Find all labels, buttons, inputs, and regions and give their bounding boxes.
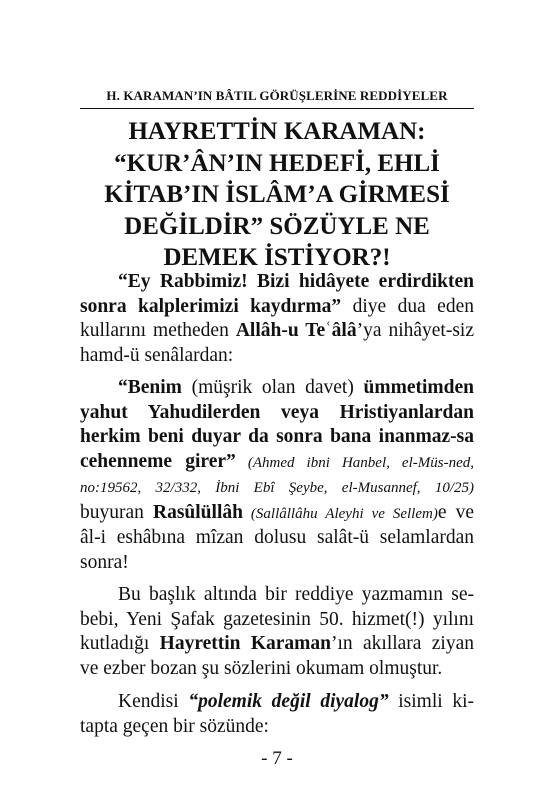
paragraph-text: ’ya nihâyet-siz hamd-ü senâlardan: xyxy=(80,320,474,366)
paragraph-text: Bu başlık altında bir reddiye yazmamın se-bebi, Yeni Şafak gazetesinin 50. hizmet(!) yılını kutladığı xyxy=(80,584,474,654)
paragraph-text: Kendisi xyxy=(118,691,189,712)
title-line-2: “KUR’ÂN’IN HEDEFİ, EHLİ xyxy=(114,149,440,177)
paragraph-2 xyxy=(80,376,474,575)
divine-name: Allâh-u Teʿâlâ xyxy=(235,320,357,341)
paragraph-text: ’ın akıllara ziyan ve ezber bozan şu sözlerini okumam olmuştur. xyxy=(80,633,474,679)
page-number: - 7 - xyxy=(261,748,293,769)
paragraph-text: buyuran xyxy=(80,501,153,523)
title-line-4: DEĞİLDİR” SÖZÜYLE NE xyxy=(124,212,430,240)
paragraph-3 xyxy=(80,583,474,681)
hadith-quote: ümmetimden yahut Yahudilerden veya Hristiyanlardan herkim beni duyar da sonra bana inanmaz-sa cehenneme girer” xyxy=(80,377,474,472)
paragraph-text: e ve âl-i eshâbına mîzan dolusu salât-ü selamlardan sonra! xyxy=(80,501,474,573)
paragraph-text: isimli ki-tapta geçen bir sözünde: xyxy=(80,691,475,737)
prophet-name: Rasûlüllâh xyxy=(153,501,243,523)
header-rule xyxy=(80,108,474,109)
title-line-3: KİTAB’IN İSLÂM’A GİRMESİ xyxy=(104,181,450,208)
paragraph-text: diye dua eden kullarını metheden xyxy=(80,295,474,341)
salawat: (Sallâllâhu Aleyhi ve Sellem) xyxy=(242,505,438,522)
paragraph-1 xyxy=(80,270,474,368)
body-text xyxy=(80,270,474,748)
paragraph-4 xyxy=(80,690,474,739)
dua-quote: “Ey Rabbimiz! Bizi hidâyete erdirdikten sonra kalplerimizi kaydırma” xyxy=(80,271,474,317)
title-line-1: HAYRETTİN KARAMAN: xyxy=(128,118,426,145)
hadith-citation: (Ahmed ibni Hanbel, el-Müs-ned, no:19562, 32/332, İbni Ebî Şeybe, el-Musannef, 10/25) xyxy=(80,454,474,496)
paragraph-text: (müşrik olan davet) xyxy=(181,377,364,398)
author-name: Hayrettin Karaman xyxy=(159,633,332,654)
chapter-title xyxy=(80,116,474,274)
title-line-5: DEMEK İSTİYOR?! xyxy=(163,244,391,271)
hadith-quote-start: “Benim xyxy=(118,377,182,398)
book-title: “polemik değil diyalog” xyxy=(188,691,389,712)
running-head: H. KARAMAN’IN BÂTIL GÖRÜŞLERİNE REDDİYELER xyxy=(106,88,448,103)
